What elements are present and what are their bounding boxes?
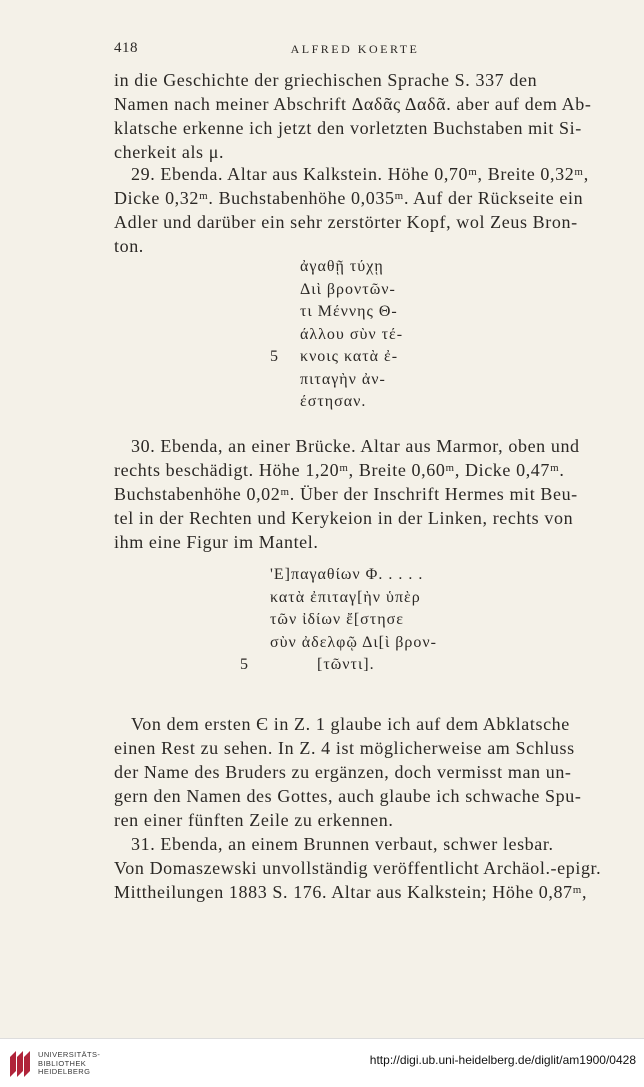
inscription-text: [τῶντι]. (317, 656, 375, 673)
text-line: Adler und darüber ein sehr zerstörter Kopf, wol Zeus Bron- (114, 212, 578, 232)
inscription-line: ἀγαθῇ τύχῃ (300, 258, 384, 275)
text-line: ihm eine Figur im Mantel. (114, 532, 319, 552)
inscription-line: Διὶ βροντῶν- (300, 280, 396, 298)
library-logo-icon (8, 1049, 32, 1079)
inscription-line: κατὰ ἐπιταγ[ὴν ὑπὲρ (270, 588, 421, 606)
running-title: ALFRED KOERTE (290, 42, 420, 56)
text-line: Von dem ersten Є in Z. 1 glaube ich auf dem Abklatsche (131, 714, 570, 734)
paragraph-30 (114, 434, 596, 554)
text-line: klatsche erkenne ich jetzt den vorletzten Buchstaben mit Si- (114, 118, 582, 138)
text-line: Buchstabenhöhe 0,02ᵐ. Über der Inschrift Hermes mit Beu- (114, 484, 578, 504)
inscription-line: άλλου σὺν τέ- (300, 325, 404, 343)
text-line: der Name des Bruders zu ergänzen, doch vermisst man un- (114, 762, 572, 782)
text-line: 29. Ebenda. Altar aus Kalkstein. Höhe 0,70ᵐ, Breite 0,32ᵐ, (131, 164, 589, 184)
inscription-line: 'Ε]παγαθίων Φ. . . . . (270, 566, 424, 583)
text-line: cherkeit als μ. (114, 142, 225, 162)
inscription-line: σὺν ἀδελφῷ Δι[ὶ βρον- (270, 633, 437, 651)
text-line: Von Domaszewski unvollständig veröffentlicht Archäol.-epigr. (114, 858, 602, 878)
inscription-text: κνοις κατὰ ἐ- (300, 348, 399, 365)
page-header (114, 40, 596, 60)
line-number: 5 (270, 348, 279, 365)
text-line: einen Rest zu sehen. In Z. 4 ist möglicherweise am Schluss (114, 738, 575, 758)
viewer-footer (0, 1038, 644, 1087)
text-line: ren einer fünften Zeile zu erkennen. (114, 810, 394, 830)
text-line: Dicke 0,32ᵐ. Buchstabenhöhe 0,035ᵐ. Auf der Rückseite ein (114, 188, 584, 208)
page-number: 418 (114, 40, 138, 56)
inscription-29 (270, 256, 404, 414)
paragraph-commentary (114, 712, 596, 832)
text-line: Namen nach meiner Abschrift Δαδᾶς Δαδᾶ. aber auf dem Ab- (114, 94, 592, 114)
text-line: gern den Namen des Gottes, auch glaube ich schwache Spu- (114, 786, 582, 806)
line-number: 5 (240, 656, 249, 673)
text-line: Mittheilungen 1883 S. 176. Altar aus Kalkstein; Höhe 0,87ᵐ, (114, 882, 588, 902)
paragraph-continuation (114, 68, 596, 164)
paragraph-29 (114, 162, 596, 258)
text-line: 31. Ebenda, an einem Brunnen verbaut, schwer lesbar. (131, 834, 554, 854)
source-url-link[interactable]: http://digi.ub.uni-heidelberg.de/diglit/am1900/0428 (369, 1053, 636, 1067)
library-name: UNIVERSITÄTS- BIBLIOTHEK HEIDELBERG (38, 1050, 101, 1076)
inscription-line: έστησαν. (300, 393, 367, 410)
text-line: tel in der Rechten und Kerykeion in der Linken, rechts von (114, 508, 574, 528)
inscription-line: πιταγὴν ἀν- (300, 370, 386, 388)
inscription-line-5 (240, 654, 437, 677)
paragraph-31 (114, 832, 602, 904)
inscription-line-5 (270, 346, 403, 369)
inscription-line: τῶν ἰδίων ἔ[στησε (270, 611, 404, 628)
inscription-30 (240, 564, 437, 677)
text-line: ton. (114, 236, 144, 256)
inscription-line: τι Μέννης Θ- (300, 303, 398, 320)
text-line: 30. Ebenda, an einer Brücke. Altar aus Marmor, oben und (131, 436, 580, 456)
text-line: rechts beschädigt. Höhe 1,20ᵐ, Breite 0,60ᵐ, Dicke 0,47ᵐ. (114, 460, 565, 480)
text-line: in die Geschichte der griechischen Sprache S. 337 den (114, 70, 538, 90)
